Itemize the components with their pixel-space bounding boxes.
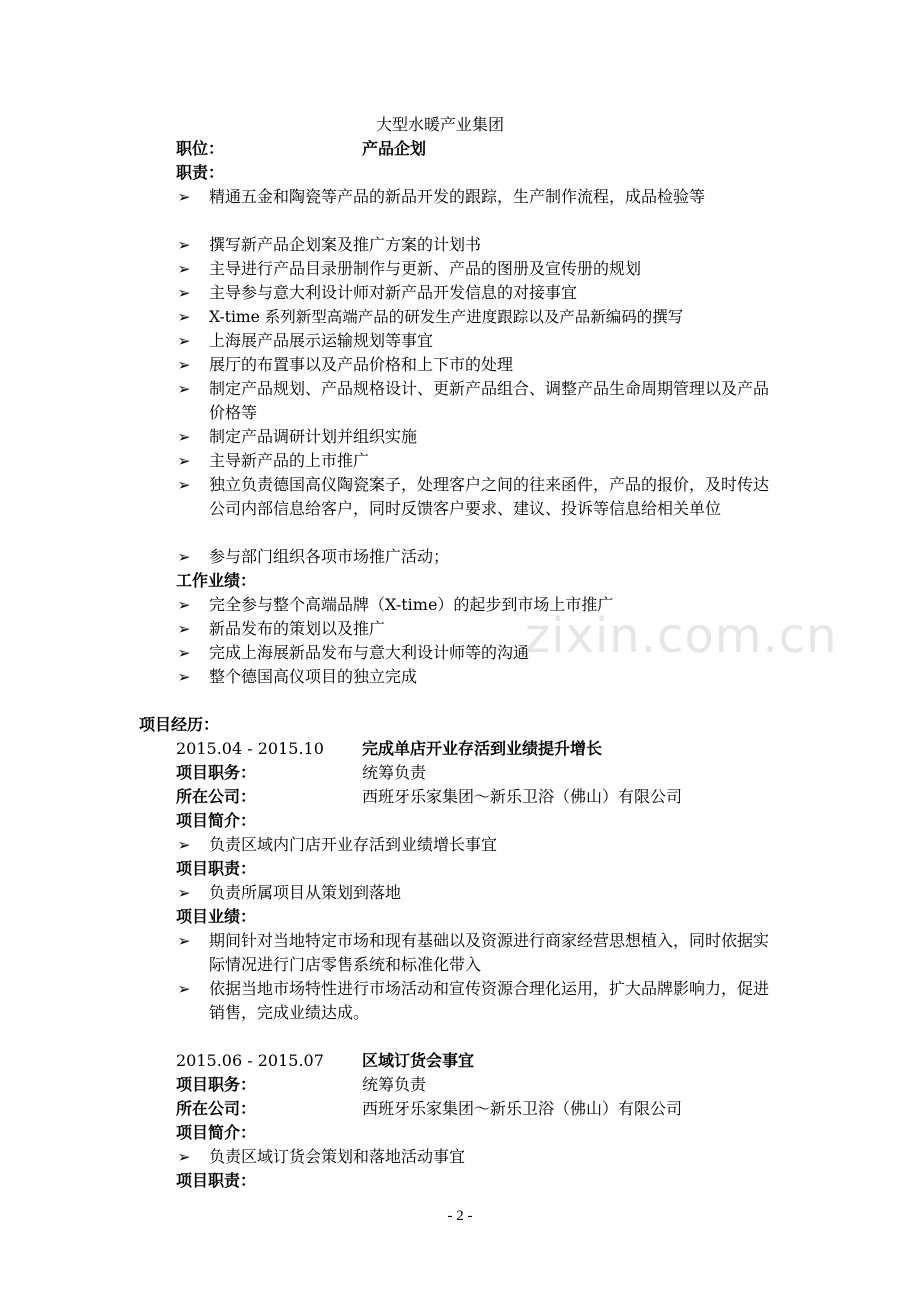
bullet-icon: ➢ (177, 236, 191, 254)
bullet-icon: ➢ (177, 596, 191, 614)
bullet-icon: ➢ (177, 932, 191, 950)
achievement-item: 完成上海展新品发布与意大利设计师等的沟通 (209, 643, 530, 662)
project-role-value: 统筹负责 (362, 1075, 427, 1094)
bullet-icon: ➢ (177, 884, 191, 902)
achievement-item: 新品发布的策划以及推广 (209, 619, 386, 638)
project-intro-label: 项目简介： (176, 811, 257, 830)
bullet-icon: ➢ (177, 644, 191, 662)
project-intro-item: 负责区域内门店开业存活到业绩增长事宜 (209, 835, 498, 854)
bullet-icon: ➢ (177, 188, 191, 206)
project-result-item: 依据当地市场特性进行市场活动和宣传资源合理化运用，扩大品牌影响力，促进销售，完成业绩达成。 (209, 979, 770, 1022)
watermark-text: zixin.com.cn (525, 608, 838, 664)
achievement-item: 整个德国高仪项目的独立完成 (209, 667, 418, 686)
achievement-item: 完全参与整个高端品牌（X-time）的起步到市场上市推广 (209, 595, 614, 614)
page-number: - 2 - (447, 1208, 473, 1224)
bullet-icon: ➢ (177, 428, 191, 446)
duty-item: 上海展产品展示运输规划等事宜 (209, 331, 434, 350)
duty-item: 制定产品调研计划并组织实施 (209, 427, 418, 446)
duty-item: X-time 系列新型高端产品的研发生产进度跟踪以及产品新编码的撰写 (209, 308, 684, 326)
project-role-label: 项目职务： (176, 1075, 257, 1094)
position-value: 产品企划 (362, 139, 427, 158)
project-company-value: 西班牙乐家集团～新乐卫浴（佛山）有限公司 (362, 1099, 683, 1118)
bullet-icon: ➢ (177, 476, 191, 494)
duty-item: 主导参与意大利设计师对新产品开发信息的对接事宜 (209, 283, 578, 302)
bullet-icon: ➢ (177, 620, 191, 638)
project-result-label: 项目业绩： (176, 907, 257, 926)
bullet-icon: ➢ (177, 356, 191, 374)
company-name: 大型水暖产业集团 (375, 115, 504, 134)
duty-item: 参与部门组织各项市场推广活动； (209, 547, 450, 566)
bullet-icon: ➢ (177, 836, 191, 854)
project-title: 区域订货会事宜 (362, 1051, 475, 1070)
project-company-label: 所在公司： (176, 787, 257, 806)
project-title: 完成单店开业存活到业绩提升增长 (362, 739, 603, 758)
project-role-label: 项目职务： (176, 763, 257, 782)
bullet-icon: ➢ (177, 980, 191, 998)
project-intro-item: 负责区域订货会策划和落地活动事宜 (209, 1147, 466, 1166)
projects-label: 项目经历： (139, 715, 220, 734)
project-role-value: 统筹负责 (362, 763, 427, 782)
achievements-label: 工作业绩： (176, 571, 257, 590)
duty-item: 主导进行产品目录册制作与更新、产品的图册及宣传册的规划 (209, 259, 642, 278)
duties-label: 职责： (176, 163, 225, 182)
bullet-icon: ➢ (177, 332, 191, 350)
duty-item: 撰写新产品企划案及推广方案的计划书 (209, 235, 482, 254)
bullet-icon: ➢ (177, 668, 191, 686)
bullet-icon: ➢ (177, 260, 191, 278)
bullet-icon: ➢ (177, 1148, 191, 1166)
bullet-icon: ➢ (177, 308, 191, 326)
duty-item: 主导新产品的上市推广 (209, 451, 370, 470)
duty-item: 独立负责德国高仪陶瓷案子，处理客户之间的往来函件，产品的报价，及时传达公司内部信息给客户，同时反馈客户要求、建议、投诉等信息给相关单位 (209, 475, 770, 518)
project-result-item: 期间针对当地特定市场和现有基础以及资源进行商家经营思想植入，同时依据实际情况进行门店零售系统和标准化带入 (209, 931, 770, 974)
position-label: 职位： (176, 139, 225, 158)
bullet-icon: ➢ (177, 284, 191, 302)
project-company-value: 西班牙乐家集团～新乐卫浴（佛山）有限公司 (362, 787, 683, 806)
duty-item: 制定产品规划、产品规格设计、更新产品组合、调整产品生命周期管理以及产品价格等 (209, 379, 770, 422)
project-duty-item: 负责所属项目从策划到落地 (209, 883, 402, 902)
project-period: 2015.04 - 2015.10 (176, 739, 324, 758)
bullet-icon: ➢ (177, 548, 191, 566)
project-intro-label: 项目简介： (176, 1123, 257, 1142)
duty-item: 精通五金和陶瓷等产品的新品开发的跟踪，生产制作流程，成品检验等 (209, 187, 706, 206)
project-duty-label: 项目职责： (176, 859, 257, 878)
project-period: 2015.06 - 2015.07 (176, 1051, 324, 1070)
project-duty-label: 项目职责： (176, 1171, 257, 1190)
duty-item: 展厅的布置事以及产品价格和上下市的处理 (209, 355, 514, 374)
bullet-icon: ➢ (177, 452, 191, 470)
project-company-label: 所在公司： (176, 1099, 257, 1118)
bullet-icon: ➢ (177, 380, 191, 398)
